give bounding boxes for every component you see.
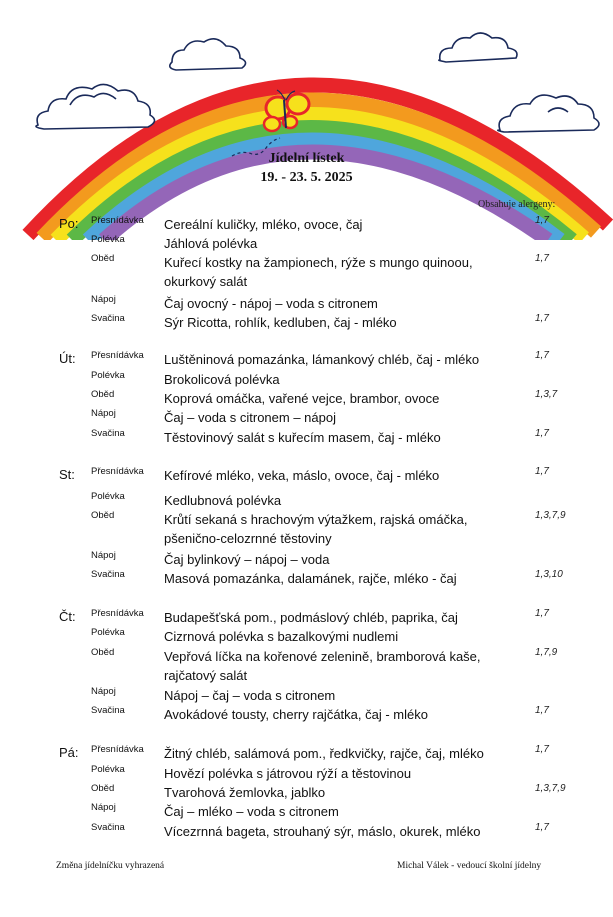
meal-dish: Čaj – voda s citronem – nápoj [164,410,336,425]
meal-dish: Hovězí polévka s játrovou rýží a těstovinou [164,766,412,781]
meal-allergens: 1,7 [535,313,549,324]
meal-category: Oběd [91,389,115,400]
meal-category: Polévka [91,370,125,381]
meal-allergens: 1,3,7,9 [535,783,566,794]
meal-dish: Sýr Ricotta, rohlík, kedluben, čaj - mléko [164,315,397,330]
meal-category: Přesnídávka [91,608,144,619]
meal-dish: Cereální kuličky, mléko, ovoce, čaj [164,217,363,232]
meal-category: Svačina [91,428,125,439]
meal-dish: Tvarohová žemlovka, jablko [164,785,326,800]
meal-dish: Vepřová líčka na kořenové zelenině, bramborová kaše, rajčatový salát [164,649,481,683]
menu-title: Jídelní lístek [268,151,345,166]
day-label-tuesday: Út: [59,351,76,366]
meal-allergens: 1,7 [535,466,549,477]
meal-dish: Čaj ovocný - nápoj – voda s citronem [164,296,378,311]
meal-category: Nápoj [91,550,116,561]
allergens-column-header: Obsahuje alergeny: [478,199,556,210]
meal-category: Nápoj [91,686,116,697]
cloud-left [36,84,155,129]
meal-category: Oběd [91,647,115,658]
cloud-top-right [439,33,517,62]
meal-allergens: 1,3,10 [535,569,563,580]
meal-dish: Jáhlová polévka [164,236,258,251]
meal-dish: Masová pomazánka, dalamánek, rajče, mléko - čaj [164,571,457,586]
meal-category: Svačina [91,822,125,833]
meal-allergens: 1,7 [535,744,549,755]
day-label-monday: Po: [59,216,79,231]
meal-dish: Cizrnová polévka s bazalkovými nudlemi [164,629,399,644]
menu-date-range: 19. - 23. 5. 2025 [260,170,353,185]
meal-dish: Vícezrnná bageta, strouhaný sýr, máslo, okurek, mléko [164,824,481,839]
meal-category: Polévka [91,491,125,502]
cloud-top-left [170,39,246,70]
meal-allergens: 1,7 [535,822,549,833]
meal-dish: Avokádové tousty, cherry rajčátka, čaj - mléko [164,707,428,722]
meal-dish: Luštěninová pomazánka, lámankový chléb, čaj - mléko [164,352,480,367]
meal-allergens: 1,7 [535,428,549,439]
meal-dish: Těstovinový salát s kuřecím masem, čaj - mléko [164,430,441,445]
meal-allergens: 1,7 [535,350,549,361]
meal-category: Oběd [91,253,115,264]
meal-category: Svačina [91,313,125,324]
meal-dish: Brokolicová polévka [164,372,280,387]
meal-allergens: 1,3,7,9 [535,510,566,521]
meal-dish: Krůtí sekaná s hrachovým výtažkem, rajská omáčka, pšeničnо-celozrnné těstoviny [164,512,468,546]
meal-category: Polévka [91,764,125,775]
meal-category: Svačina [91,705,125,716]
meal-dish: Kefírové mléko, veka, máslo, ovoce, čaj - mléko [164,468,440,483]
day-label-wednesday: St: [59,467,75,482]
meal-category: Přesnídávka [91,350,144,361]
meal-category: Přesnídávka [91,215,144,226]
cloud-right [498,95,599,132]
meal-allergens: 1,7 [535,705,549,716]
meal-category: Nápoj [91,802,116,813]
meal-category: Polévka [91,627,125,638]
day-label-thursday: Čt: [59,609,76,624]
meal-dish: Nápoj – čaj – voda s citronem [164,688,336,703]
meal-dish: Koprová omáčka, vařené vejce, brambor, ovoce [164,391,440,406]
meal-dish: Čaj – mléko – voda s citronem [164,804,339,819]
footer-disclaimer: Změna jídelníčku vyhrazená [56,861,165,871]
meal-allergens: 1,7 [535,253,549,264]
footer-signature: Michal Válek - vedoucí školní jídelny [397,861,542,871]
meal-category: Nápoj [91,408,116,419]
meal-category: Přesnídávka [91,466,144,477]
meal-dish: Kedlubnová polévka [164,493,282,508]
meal-category: Nápoj [91,294,116,305]
meal-allergens: 1,7,9 [535,647,558,658]
meal-category: Přesnídávka [91,744,144,755]
meal-dish: Žitný chléb, salámová pom., ředkvičky, rajče, čaj, mléko [164,746,484,761]
meal-dish: Kuřecí kostky na žampionech, rýže s mungo quinoou, okurkový salát [164,255,473,289]
day-label-friday: Pá: [59,745,79,760]
meal-allergens: 1,3,7 [535,389,558,400]
meal-category: Polévka [91,234,125,245]
meal-allergens: 1,7 [535,215,549,226]
meal-dish: Budapešťská pom., podmáslový chléb, paprika, čaj [164,610,458,625]
meal-category: Oběd [91,783,115,794]
meal-category: Svačina [91,569,125,580]
meal-dish: Čaj bylinkový – nápoj – voda [164,552,330,567]
meal-category: Oběd [91,510,115,521]
meal-allergens: 1,7 [535,608,549,619]
